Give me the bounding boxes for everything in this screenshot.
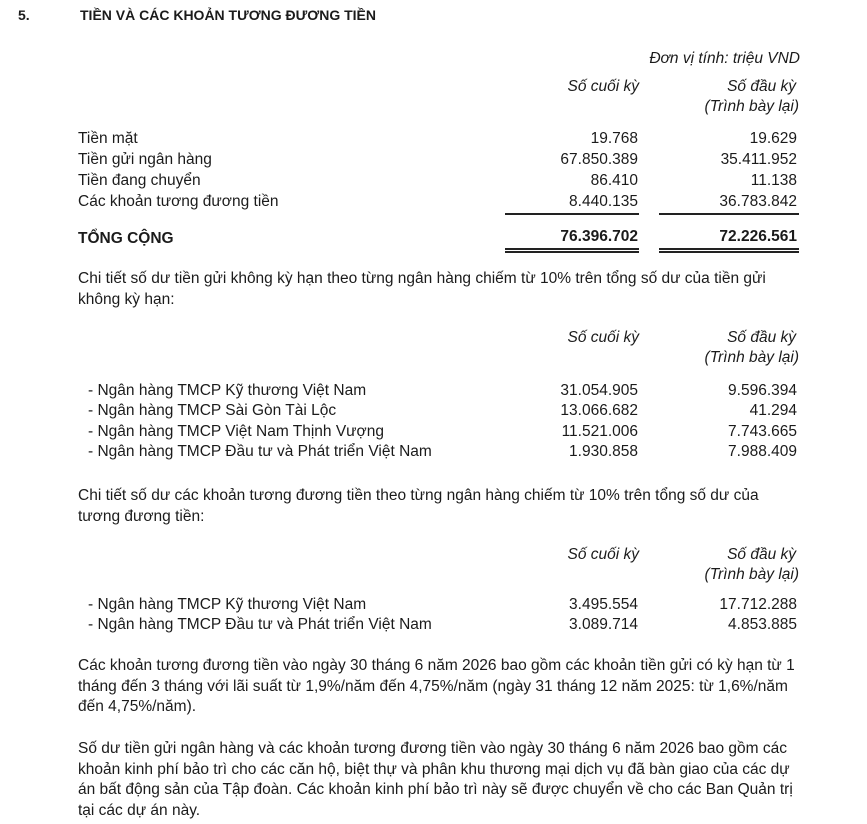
maintenance-fund-note: Số dư tiền gửi ngân hàng và các khoản tương đương tiền vào ngày 30 tháng 6 năm 2026 bao gồm các khoản kinh phí bảo trì cho các căn hộ, biệt thự và phân khu thương mại dịch vụ đã bàn giao của các dự án bất động sản của Tập đoàn. Các khoản kinh phí bảo trì này sẽ được chuyển về cho các Ban Quản trị tại các dự án này. <box>78 740 793 819</box>
row-begin-value: 11.138 <box>750 172 797 189</box>
row-label: - Ngân hàng TMCP Kỹ thương Việt Nam <box>88 382 367 399</box>
row-begin-value: 35.411.952 <box>720 151 797 168</box>
interest-rate-note: Các khoản tương đương tiền vào ngày 30 tháng 6 năm 2026 bao gồm các khoản tiền gửi có kỳ hạn từ 1 tháng đến 3 tháng với lãi suất từ 1,9%/năm đến 4,75%/năm (ngày 31 tháng 12 năm 2025: từ 1,6%/năm đến 4,75%/năm). <box>78 657 795 715</box>
row-begin-value: 41.294 <box>749 402 797 419</box>
row-end-value: 3.495.554 <box>569 596 638 613</box>
col-header-begin: Số đầu kỳ <box>727 546 796 563</box>
row-label: Các khoản tương đương tiền <box>78 193 279 210</box>
row-end-value: 67.850.389 <box>560 151 638 168</box>
row-begin-value: 36.783.842 <box>719 193 797 210</box>
subtotal-rule-end <box>505 213 639 215</box>
row-end-value: 86.410 <box>590 172 638 189</box>
total-rule-end-2 <box>505 251 639 253</box>
col-header-end: Số cuối kỳ <box>567 546 639 563</box>
total-label: TỔNG CỘNG <box>78 230 174 247</box>
row-label: - Ngân hàng TMCP Đầu tư và Phát triển Việt Nam <box>88 616 432 633</box>
section-title: TIỀN VÀ CÁC KHOẢN TƯƠNG ĐƯƠNG TIỀN <box>80 7 377 23</box>
row-label: Tiền đang chuyển <box>78 172 201 189</box>
row-begin-value: 19.629 <box>749 130 797 147</box>
col-header-end: Số cuối kỳ <box>567 78 639 95</box>
total-end-value: 76.396.702 <box>560 228 638 245</box>
col-header-end: Số cuối kỳ <box>567 329 639 346</box>
row-label: Tiền gửi ngân hàng <box>78 151 212 168</box>
col-header-begin-note: (Trình bày lại) <box>704 98 799 115</box>
row-label: - Ngân hàng TMCP Đầu tư và Phát triển Việt Nam <box>88 443 432 460</box>
row-label: - Ngân hàng TMCP Việt Nam Thịnh Vượng <box>88 423 384 440</box>
row-begin-value: 17.712.288 <box>719 596 797 613</box>
row-label: - Ngân hàng TMCP Sài Gòn Tài Lộc <box>88 402 337 419</box>
row-begin-value: 7.743.665 <box>728 423 797 440</box>
col-header-begin: Số đầu kỳ <box>727 329 796 346</box>
demand-deposit-note: Chi tiết số dư tiền gửi không kỳ hạn theo từng ngân hàng chiếm từ 10% trên tổng số dư của tiền gửi không kỳ hạn: <box>78 270 766 308</box>
row-begin-value: 9.596.394 <box>728 382 797 399</box>
cash-equivalent-note: Chi tiết số dư các khoản tương đương tiền theo từng ngân hàng chiếm từ 10% trên tổng số dư của tương đương tiền: <box>78 487 759 525</box>
row-begin-value: 7.988.409 <box>728 443 797 460</box>
total-begin-value: 72.226.561 <box>719 228 797 245</box>
row-label: - Ngân hàng TMCP Kỹ thương Việt Nam <box>88 596 367 613</box>
total-rule-begin-1 <box>659 248 799 250</box>
section-number: 5. <box>18 7 30 23</box>
row-end-value: 3.089.714 <box>569 616 638 633</box>
row-begin-value: 4.853.885 <box>728 616 797 633</box>
row-end-value: 19.768 <box>590 130 638 147</box>
row-end-value: 13.066.682 <box>560 402 638 419</box>
row-end-value: 8.440.135 <box>569 193 638 210</box>
total-rule-end-1 <box>505 248 639 250</box>
unit-note: Đơn vị tính: triệu VND <box>649 50 800 67</box>
row-end-value: 31.054.905 <box>560 382 638 399</box>
col-header-begin-note: (Trình bày lại) <box>704 566 799 583</box>
row-end-value: 11.521.006 <box>561 423 638 440</box>
row-label: Tiền mặt <box>78 130 138 147</box>
total-rule-begin-2 <box>659 251 799 253</box>
col-header-begin-note: (Trình bày lại) <box>704 349 799 366</box>
subtotal-rule-begin <box>659 213 799 215</box>
col-header-begin: Số đầu kỳ <box>727 78 796 95</box>
row-end-value: 1.930.858 <box>569 443 638 460</box>
